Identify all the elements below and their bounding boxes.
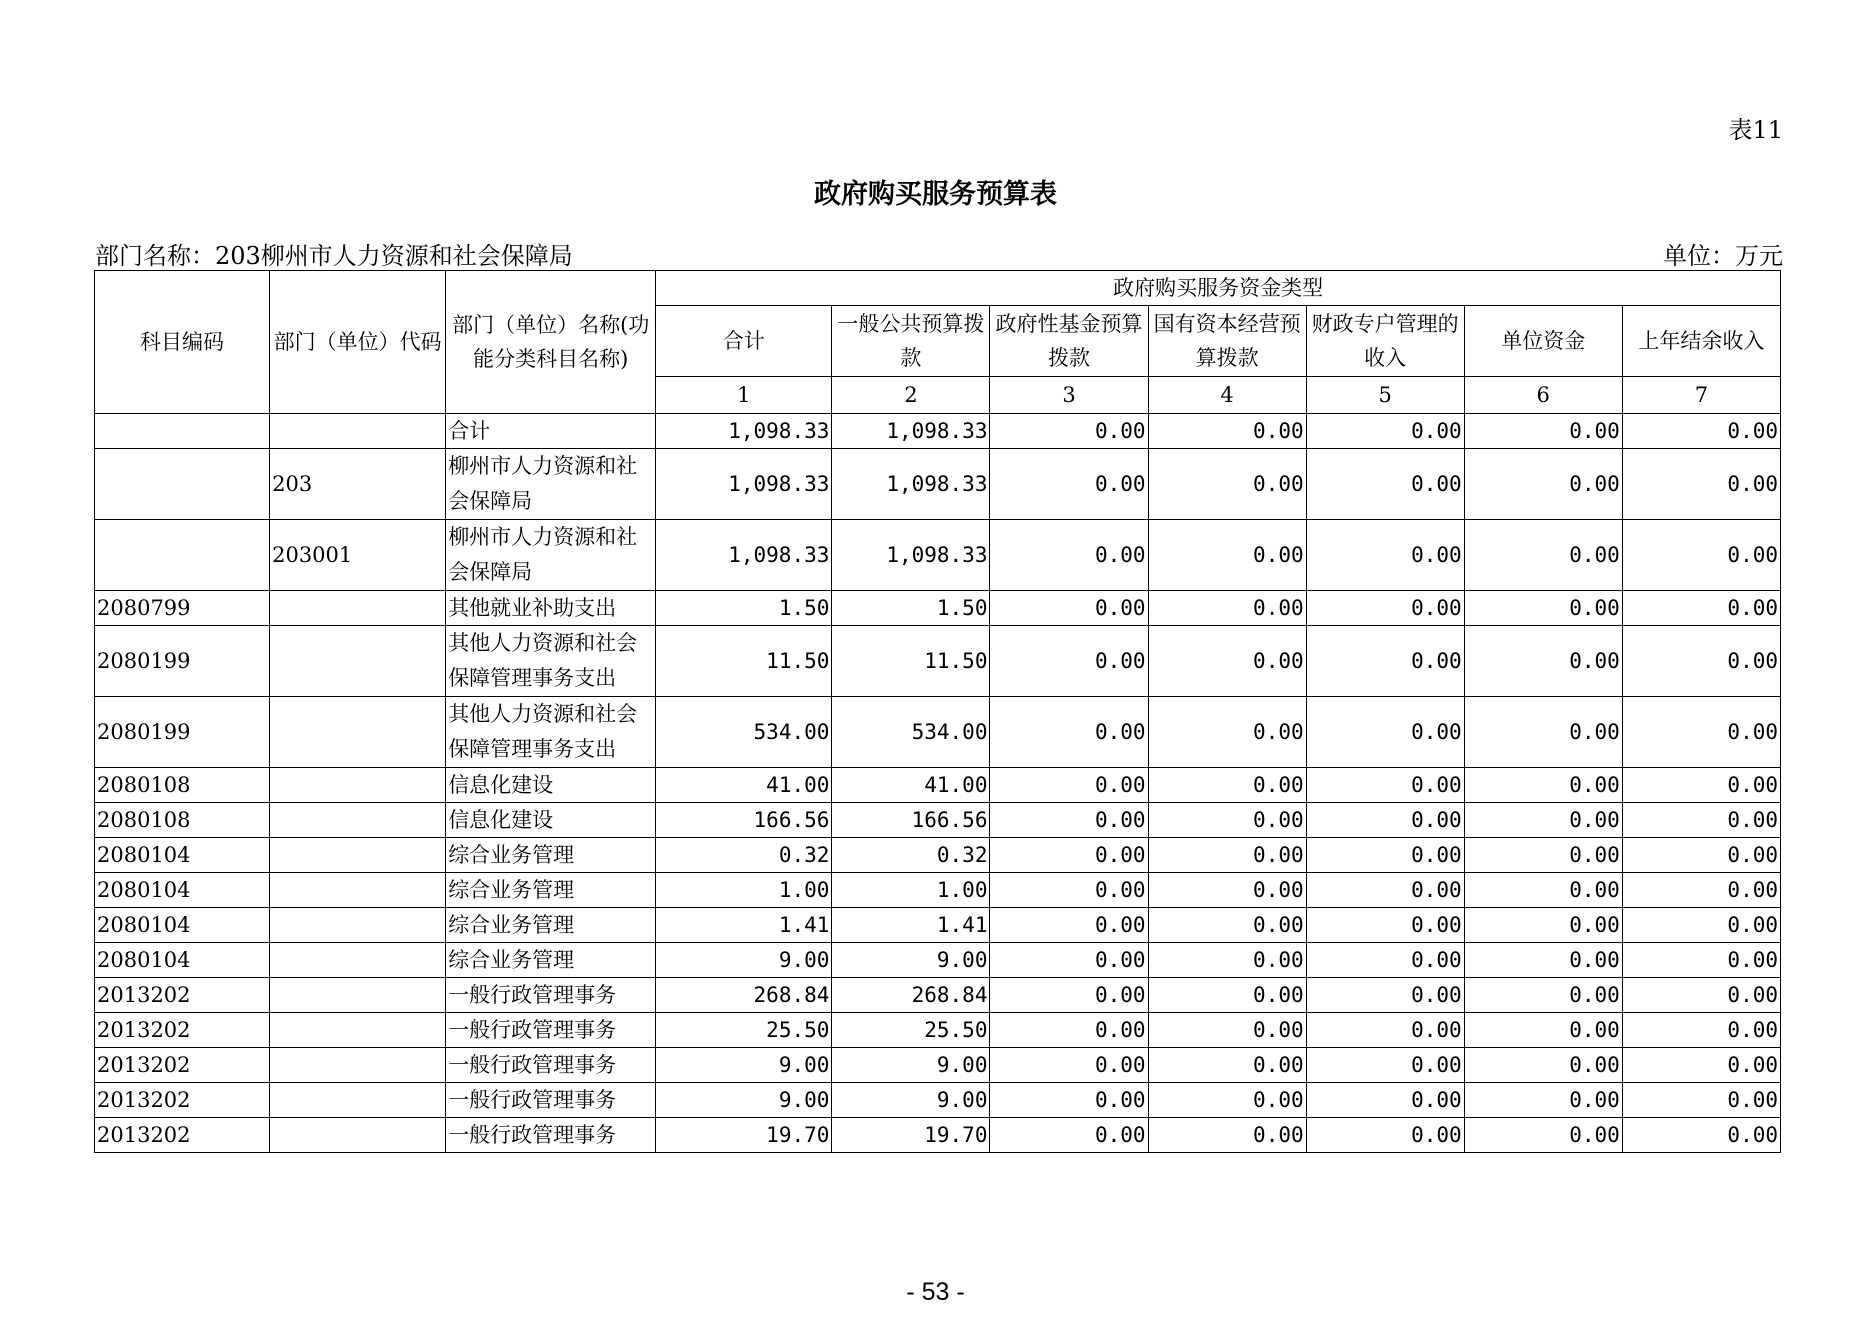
amount-cell: 0.00 (990, 768, 1148, 803)
amount-cell: 0.00 (990, 873, 1148, 908)
header-col-total: 合计 (656, 306, 832, 377)
amount-cell: 0.00 (1306, 1048, 1464, 1083)
header-col-number: 5 (1306, 377, 1464, 414)
amount-cell: 0.00 (1306, 838, 1464, 873)
amount-cell: 9.00 (832, 1048, 990, 1083)
amount-cell: 0.00 (1148, 1083, 1306, 1118)
amount-cell: 1.50 (832, 591, 990, 626)
amount-cell: 0.00 (990, 414, 1148, 449)
amount-cell: 0.00 (990, 908, 1148, 943)
amount-cell: 1,098.33 (832, 449, 990, 520)
amount-cell: 0.00 (990, 803, 1148, 838)
dept-name-cell: 一般行政管理事务 (446, 1118, 656, 1153)
header-col-number: 7 (1622, 377, 1780, 414)
amount-cell: 0.00 (1148, 520, 1306, 591)
amount-cell: 0.00 (1306, 943, 1464, 978)
amount-cell: 0.00 (1622, 1083, 1780, 1118)
amount-cell: 0.00 (990, 838, 1148, 873)
table-row (95, 1083, 1781, 1118)
amount-cell: 0.00 (1148, 768, 1306, 803)
subject-code-cell: 2013202 (95, 1083, 270, 1118)
amount-cell: 0.00 (1148, 591, 1306, 626)
amount-cell: 9.00 (832, 1083, 990, 1118)
amount-cell: 0.00 (1148, 626, 1306, 697)
subject-code-cell (95, 449, 270, 520)
amount-cell: 0.00 (1306, 697, 1464, 768)
header-row-group (95, 271, 1781, 306)
subject-code-cell (95, 520, 270, 591)
amount-cell: 0.00 (1306, 1118, 1464, 1153)
subject-code-cell: 2013202 (95, 1048, 270, 1083)
amount-cell: 0.00 (1622, 1048, 1780, 1083)
table-row (95, 1048, 1781, 1083)
dept-code-cell (270, 414, 446, 449)
dept-name-cell: 信息化建设 (446, 803, 656, 838)
amount-cell: 41.00 (832, 768, 990, 803)
dept-code-cell: 203001 (270, 520, 446, 591)
header-col-state-capital: 国有资本经营预算拨款 (1148, 306, 1306, 377)
table-row (95, 873, 1781, 908)
table-row (95, 697, 1781, 768)
amount-cell: 0.00 (1148, 697, 1306, 768)
amount-cell: 0.00 (990, 1048, 1148, 1083)
amount-cell: 0.00 (1464, 414, 1622, 449)
dept-code-cell (270, 873, 446, 908)
amount-cell: 1.00 (832, 873, 990, 908)
table-body (95, 414, 1781, 1153)
amount-cell: 0.00 (1148, 873, 1306, 908)
dept-code-cell: 203 (270, 449, 446, 520)
dept-code-cell (270, 591, 446, 626)
page-title: 政府购买服务预算表 (814, 179, 1057, 210)
amount-cell: 0.00 (990, 449, 1148, 520)
amount-cell: 0.00 (1622, 697, 1780, 768)
amount-cell: 1,098.33 (832, 414, 990, 449)
dept-name-cell: 综合业务管理 (446, 873, 656, 908)
amount-cell: 0.00 (990, 1083, 1148, 1118)
subject-code-cell: 2080199 (95, 697, 270, 768)
amount-cell: 19.70 (832, 1118, 990, 1153)
table-number: 表11 (1728, 116, 1783, 144)
amount-cell: 0.32 (832, 838, 990, 873)
dept-name-cell: 综合业务管理 (446, 908, 656, 943)
amount-cell: 0.00 (1622, 873, 1780, 908)
amount-cell: 11.50 (832, 626, 990, 697)
amount-cell: 0.00 (1464, 449, 1622, 520)
header-col-general: 一般公共预算拨款 (832, 306, 990, 377)
amount-cell: 0.00 (1464, 1083, 1622, 1118)
amount-cell: 0.00 (1622, 591, 1780, 626)
amount-cell: 0.00 (1148, 908, 1306, 943)
amount-cell: 0.00 (1622, 414, 1780, 449)
table-row (95, 591, 1781, 626)
amount-cell: 268.84 (832, 978, 990, 1013)
amount-cell: 1,098.33 (656, 449, 832, 520)
amount-cell: 0.00 (1622, 520, 1780, 591)
amount-cell: 0.00 (1622, 1013, 1780, 1048)
amount-cell: 25.50 (656, 1013, 832, 1048)
header-col-number: 4 (1148, 377, 1306, 414)
amount-cell: 0.00 (1464, 1118, 1622, 1153)
table-row (95, 626, 1781, 697)
dept-code-cell (270, 1083, 446, 1118)
amount-cell: 0.00 (990, 1013, 1148, 1048)
header-code: 科目编码 (95, 271, 270, 414)
subject-code-cell: 2080199 (95, 626, 270, 697)
subject-code-cell: 2080104 (95, 908, 270, 943)
amount-cell: 0.00 (1464, 1013, 1622, 1048)
header-col-number: 2 (832, 377, 990, 414)
dept-code-cell (270, 803, 446, 838)
dept-code-cell (270, 768, 446, 803)
dept-name-cell: 其他人力资源和社会保障管理事务支出 (446, 626, 656, 697)
amount-cell: 0.00 (1622, 1118, 1780, 1153)
amount-cell: 166.56 (832, 803, 990, 838)
header-col-number: 3 (990, 377, 1148, 414)
header-col-fund: 政府性基金预算拨款 (990, 306, 1148, 377)
amount-cell: 0.00 (1306, 1013, 1464, 1048)
subject-code-cell: 2080104 (95, 838, 270, 873)
header-dept-name: 部门（单位）名称(功能分类科目名称) (446, 271, 656, 414)
table-row (95, 1013, 1781, 1048)
amount-cell: 166.56 (656, 803, 832, 838)
amount-cell: 0.00 (1148, 1118, 1306, 1153)
table-row (95, 978, 1781, 1013)
amount-cell: 0.00 (1306, 803, 1464, 838)
amount-cell: 0.00 (1622, 943, 1780, 978)
subject-code-cell: 2013202 (95, 1118, 270, 1153)
amount-cell: 0.00 (1464, 803, 1622, 838)
amount-cell: 0.32 (656, 838, 832, 873)
amount-cell: 0.00 (1622, 908, 1780, 943)
dept-name-cell: 合计 (446, 414, 656, 449)
budget-table (94, 270, 1781, 1153)
amount-cell: 0.00 (1148, 803, 1306, 838)
amount-cell: 1.41 (656, 908, 832, 943)
amount-cell: 0.00 (1622, 838, 1780, 873)
subject-code-cell: 2080799 (95, 591, 270, 626)
amount-cell: 0.00 (1306, 520, 1464, 591)
amount-cell: 0.00 (1464, 1048, 1622, 1083)
amount-cell: 0.00 (990, 520, 1148, 591)
amount-cell: 9.00 (656, 1083, 832, 1118)
subject-code-cell: 2013202 (95, 1013, 270, 1048)
table-row (95, 449, 1781, 520)
amount-cell: 0.00 (1148, 838, 1306, 873)
amount-cell: 0.00 (1148, 1048, 1306, 1083)
amount-cell: 1,098.33 (832, 520, 990, 591)
table-row (95, 803, 1781, 838)
header-col-number: 6 (1464, 377, 1622, 414)
amount-cell: 0.00 (1622, 978, 1780, 1013)
amount-cell: 0.00 (1464, 626, 1622, 697)
dept-code-cell (270, 697, 446, 768)
header-dept-code: 部门（单位）代码 (270, 271, 446, 414)
amount-cell: 0.00 (1148, 943, 1306, 978)
dept-code-cell (270, 1118, 446, 1153)
amount-cell: 0.00 (1464, 908, 1622, 943)
amount-cell: 0.00 (1306, 449, 1464, 520)
amount-cell: 25.50 (832, 1013, 990, 1048)
amount-cell: 0.00 (990, 626, 1148, 697)
amount-cell: 0.00 (1306, 591, 1464, 626)
amount-cell: 1.00 (656, 873, 832, 908)
dept-name-cell: 一般行政管理事务 (446, 1048, 656, 1083)
department-label: 部门名称：203柳州市人力资源和社会保障局 (95, 242, 573, 270)
table-row (95, 768, 1781, 803)
amount-cell: 0.00 (1622, 626, 1780, 697)
dept-name-cell: 其他人力资源和社会保障管理事务支出 (446, 697, 656, 768)
table-row (95, 520, 1781, 591)
dept-code-cell (270, 838, 446, 873)
dept-name-cell: 其他就业补助支出 (446, 591, 656, 626)
amount-cell: 0.00 (990, 943, 1148, 978)
amount-cell: 268.84 (656, 978, 832, 1013)
amount-cell: 1.50 (656, 591, 832, 626)
subject-code-cell: 2013202 (95, 978, 270, 1013)
amount-cell: 0.00 (1148, 1013, 1306, 1048)
amount-cell: 0.00 (1622, 768, 1780, 803)
dept-name-cell: 综合业务管理 (446, 943, 656, 978)
dept-code-cell (270, 1048, 446, 1083)
amount-cell: 0.00 (1148, 449, 1306, 520)
amount-cell: 0.00 (990, 1118, 1148, 1153)
dept-name-cell: 柳州市人力资源和社会保障局 (446, 520, 656, 591)
amount-cell: 1.41 (832, 908, 990, 943)
amount-cell: 9.00 (656, 943, 832, 978)
amount-cell: 0.00 (1464, 943, 1622, 978)
amount-cell: 0.00 (1464, 768, 1622, 803)
table-row (95, 414, 1781, 449)
header-col-number: 1 (656, 377, 832, 414)
dept-code-cell (270, 943, 446, 978)
table-row (95, 1118, 1781, 1153)
header-col-unit-funds: 单位资金 (1464, 306, 1622, 377)
amount-cell: 0.00 (1306, 978, 1464, 1013)
amount-cell: 1,098.33 (656, 414, 832, 449)
amount-cell: 0.00 (1306, 873, 1464, 908)
amount-cell: 0.00 (1306, 626, 1464, 697)
amount-cell: 19.70 (656, 1118, 832, 1153)
subject-code-cell: 2080104 (95, 943, 270, 978)
amount-cell: 0.00 (990, 591, 1148, 626)
dept-code-cell (270, 626, 446, 697)
amount-cell: 0.00 (1464, 591, 1622, 626)
amount-cell: 0.00 (1464, 873, 1622, 908)
amount-cell: 0.00 (990, 978, 1148, 1013)
dept-name-cell: 一般行政管理事务 (446, 978, 656, 1013)
table-row (95, 838, 1781, 873)
amount-cell: 1,098.33 (656, 520, 832, 591)
dept-name-cell: 综合业务管理 (446, 838, 656, 873)
amount-cell: 9.00 (656, 1048, 832, 1083)
table-row (95, 908, 1781, 943)
amount-cell: 0.00 (1464, 697, 1622, 768)
subject-code-cell: 2080108 (95, 803, 270, 838)
amount-cell: 0.00 (1306, 908, 1464, 943)
dept-code-cell (270, 1013, 446, 1048)
amount-cell: 11.50 (656, 626, 832, 697)
amount-cell: 0.00 (1306, 768, 1464, 803)
amount-cell: 534.00 (832, 697, 990, 768)
dept-name-cell: 一般行政管理事务 (446, 1013, 656, 1048)
header-fund-type-group: 政府购买服务资金类型 (656, 271, 1781, 306)
amount-cell: 0.00 (1464, 838, 1622, 873)
dept-name-cell: 一般行政管理事务 (446, 1083, 656, 1118)
amount-cell: 0.00 (1148, 414, 1306, 449)
page-number: - 53 - (906, 1278, 965, 1306)
unit-label: 单位：万元 (1663, 242, 1783, 270)
amount-cell: 0.00 (1464, 978, 1622, 1013)
subject-code-cell (95, 414, 270, 449)
header-col-special-account: 财政专户管理的收入 (1306, 306, 1464, 377)
amount-cell: 9.00 (832, 943, 990, 978)
amount-cell: 0.00 (1306, 414, 1464, 449)
amount-cell: 0.00 (990, 697, 1148, 768)
amount-cell: 0.00 (1306, 1083, 1464, 1118)
dept-name-cell: 信息化建设 (446, 768, 656, 803)
dept-name-cell: 柳州市人力资源和社会保障局 (446, 449, 656, 520)
dept-code-cell (270, 908, 446, 943)
amount-cell: 0.00 (1622, 803, 1780, 838)
table-row (95, 943, 1781, 978)
amount-cell: 0.00 (1148, 978, 1306, 1013)
subject-code-cell: 2080104 (95, 873, 270, 908)
amount-cell: 0.00 (1464, 520, 1622, 591)
amount-cell: 0.00 (1622, 449, 1780, 520)
amount-cell: 534.00 (656, 697, 832, 768)
amount-cell: 41.00 (656, 768, 832, 803)
header-col-carryover: 上年结余收入 (1622, 306, 1780, 377)
subject-code-cell: 2080108 (95, 768, 270, 803)
dept-code-cell (270, 978, 446, 1013)
